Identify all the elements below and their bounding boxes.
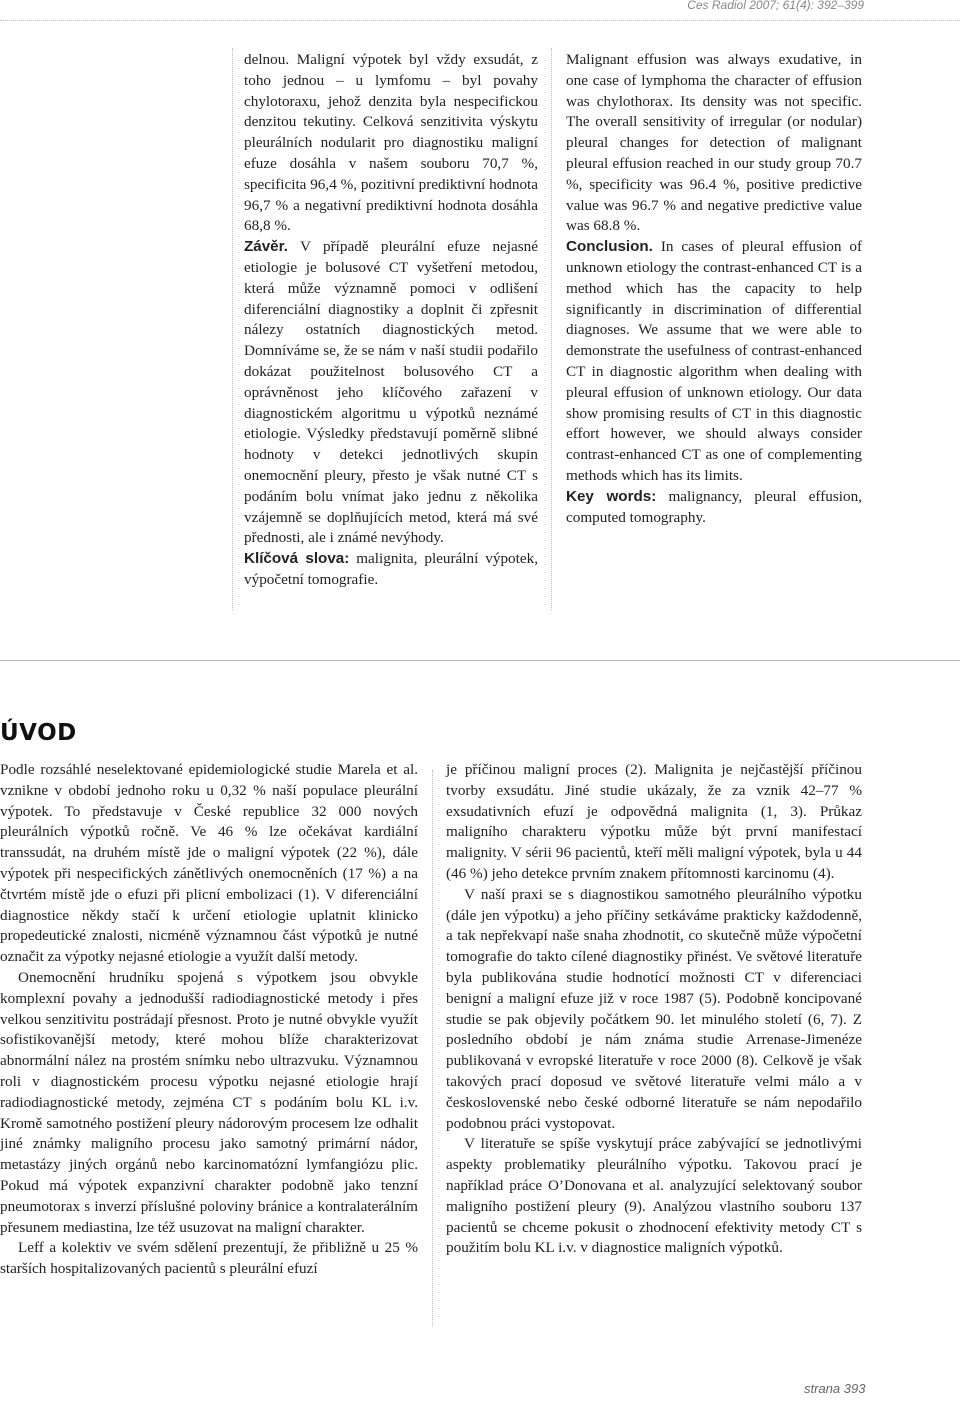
page-number: strana 393 bbox=[804, 1381, 866, 1396]
abstract-english bbox=[566, 50, 862, 528]
abstract-czech bbox=[244, 50, 538, 591]
conclusion-text: V případě pleurální efuze nejasné etiologie je bolusové CT vyšetření metodou, která může významně pomoci v odlišení diferenciální diagnostiky a doplnit či zpřesnit nálezy ostatních diagnostických metod. Domníváme se, že se nám v naší studii podařilo dokázat použitelnost bolusového CT a oprávněnost jeho klíčového zařazení v diagnostickém algoritmu u výpotků neznámé etiologie. Výsledky představují poměrně slibné hodnoty v detekci jednotlivých skupin onemocnění pleury, přesto je však nutné CT s podáním bolu vnímat jako jednu z několika vzájemně se doplňujících metod, která má své přednosti, ale i známé nevýhody. bbox=[244, 238, 538, 547]
body-column-right bbox=[446, 760, 862, 1259]
abstract-cz-conclusion bbox=[244, 237, 538, 549]
abstract-cz-results: delnou. Maligní výpotek byl vždy exsudát, z toho jednou – u lymfomu – byl povahy chylotoraxu, jehož denzita byla nespecifickou denzitou tekutiny. Celková senzitivita výskytu pleurálních nodularit pro diagnostiku maligní efuze dosáhla v našem souboru 70,7 %, specificita 96,4 %, pozitivní prediktivní hodnota 96,7 % a negativní prediktivní hodnota dosáhla 68,8 %. bbox=[244, 51, 538, 235]
paragraph: je příčinou maligní proces (2). Malignita je nejčastější příčinou tvorby exsudátu. Jiné studie ukázaly, že za vznik 42–77 % exsudativních efuzí je odpovědná malignita (1, 3). Průkaz maligního charakteru výpotku může být první manifestací malignity. V sérii 96 pacientů, kteří měli maligní výpotek, byla u 44 (46 %) jeho detekce prvním znakem přítomnosti karcinomu (4). bbox=[446, 761, 862, 882]
conclusion-text: In cases of pleural effusion of unknown etiology the contrast-enhanced CT is a method which has the capacity to help significantly in discrimination of differential diagnoses. We assume that we were able to demonstrate the usefulness of contrast-enhanced CT in diagnostic algorithm when dealing with pleural effusion of unknown etiology. Our data show promising results of CT in this diagnostic effort however, we should always consider contrast-enhanced CT as one of complementing methods which has its limits. bbox=[566, 238, 862, 484]
keywords-label: Key words: bbox=[566, 487, 657, 505]
abstract-en-keywords bbox=[566, 487, 862, 529]
paragraph: Podle rozsáhlé neselektované epidemiologické studie Marela et al. vznikne v období jednoho roku u 0,32 % naší populace pleurální výpotek. To představuje v České republice 32 000 nových pleurálních výpotků ročně. Ve 46 % lze očekávat kardiální transsudát, na druhém místě jde o maligní výpotek (22 %), dále výpotek při nespecifických zánětlivých onemocněních (17 %) a na čtvrtém místě jde o efuzi při plicní embolizaci (1). V diferenciální diagnostice někdy stačí k určení etiologie uplatnit klinicko propedeutické znalosti, nicméně významnou část výpotků je nutné označit za výpotky nejasné etiologie a využít další metody. bbox=[0, 761, 418, 966]
paragraph: V literatuře se spíše vyskytují práce zabývající se jednotlivými aspekty problematiky pleurálního výpotku. Takovou prací je například práce O’Donovana et al. analyzující selektovaný soubor maligního postižení pleury (9). Analýzou vlastního souboru 137 pacientů se chceme pokusit o zhodnocení efektivity metody CT s použitím bolu KL i.v. v diagnostice maligních výpotků. bbox=[446, 1135, 862, 1257]
keywords-text: malignancy, pleural effusion, computed tomography. bbox=[566, 487, 862, 526]
paragraph: Onemocnění hrudníku spojená s výpotkem jsou obvykle komplexní povahy a jednodušší radiodiagnostické metody i přes velkou senzitivitu postrádají přesnost. Proto je nutné obvykle využít sofistikovanější metody, které mohou blíže charakterizovat abnormální nález na prostém snímku nebo ultrazvuku. Významnou roli v diagnostickém procesu výpotku nejasné etiologie hrají radiodiagnostické metody, zejména CT s podáním bolu KL i.v. Kromě samotného postižení pleury nádorovým procesem lze odhalit jiné známky maligního procesu jako samotný primární nádor, metastázy jiných orgánů nebo karcinomatózní lymfangiózu plic. Pokud má výpotek expanzivní charakter podobně jako tenzní pneumotorax s inverzí příslušné poloviny bránice a kontralaterálním přesunem mediastina, lze též usuzovat na maligní charakter. bbox=[0, 968, 418, 1236]
keywords-label: Klíčová slova: bbox=[244, 550, 350, 568]
conclusion-label: Závěr. bbox=[244, 238, 288, 256]
journal-reference: Ces Radiol 2007; 61(4): 392–399 bbox=[687, 0, 864, 12]
section-heading: ÚVOD bbox=[0, 720, 77, 746]
conclusion-label: Conclusion. bbox=[566, 238, 653, 256]
paragraph: Leff a kolektiv ve svém sdělení prezentují, že přibližně u 25 % starších hospitalizovaných pacientů s pleurální efuzí bbox=[0, 1239, 418, 1278]
abstract-cz-keywords bbox=[244, 549, 538, 591]
column-divider bbox=[432, 770, 433, 1326]
abstract-en-results: Malignant effusion was always exudative, in one case of lymphoma the character of effusion was chylothorax. Its density was not specific. The overall sensitivity of irregular (or nodular) pleural changes for detection of malignant pleural effusion reached in our study group 70.7 %, specificity was 96.4 %, positive predictive value was 96.7 % and negative predictive value was 68.8 %. bbox=[566, 51, 862, 235]
body-column-left bbox=[0, 760, 418, 1280]
section-divider bbox=[0, 660, 960, 661]
column-divider bbox=[551, 48, 552, 610]
paragraph: V naší praxi se s diagnostikou samotného pleurálního výpotku (dále jen výpotku) a jeho příčiny setkáváme prakticky každodenně, a tak nepřekvapí naše snaha zhodnotit, co skutečně může výpočetní tomografie do takto cílené diagnostiky přinést. Ve světové literatuře byla publikována studie hodnotící možnosti CT v diferenciaci benigní a maligní efuze již v roce 1987 (5). Podobně koncipované studie se pak objevily počátkem 90. let minulého století (6, 7). Z posledního období je nám známa studie Arrenase-Jimenéze publikovaná v evropské literatuře v roce 2000 (8). Celkově je však takových prací doposud ve světové literatuře velmi málo a v československé nebo české odborné literatuře se nám nepodařilo podobnou práci vystopovat. bbox=[446, 885, 862, 1132]
column-divider bbox=[232, 48, 233, 610]
abstract-en-conclusion bbox=[566, 237, 862, 487]
header-divider bbox=[0, 20, 960, 21]
keywords-text: malignita, pleurální výpotek, výpočetní tomografie. bbox=[244, 550, 538, 588]
